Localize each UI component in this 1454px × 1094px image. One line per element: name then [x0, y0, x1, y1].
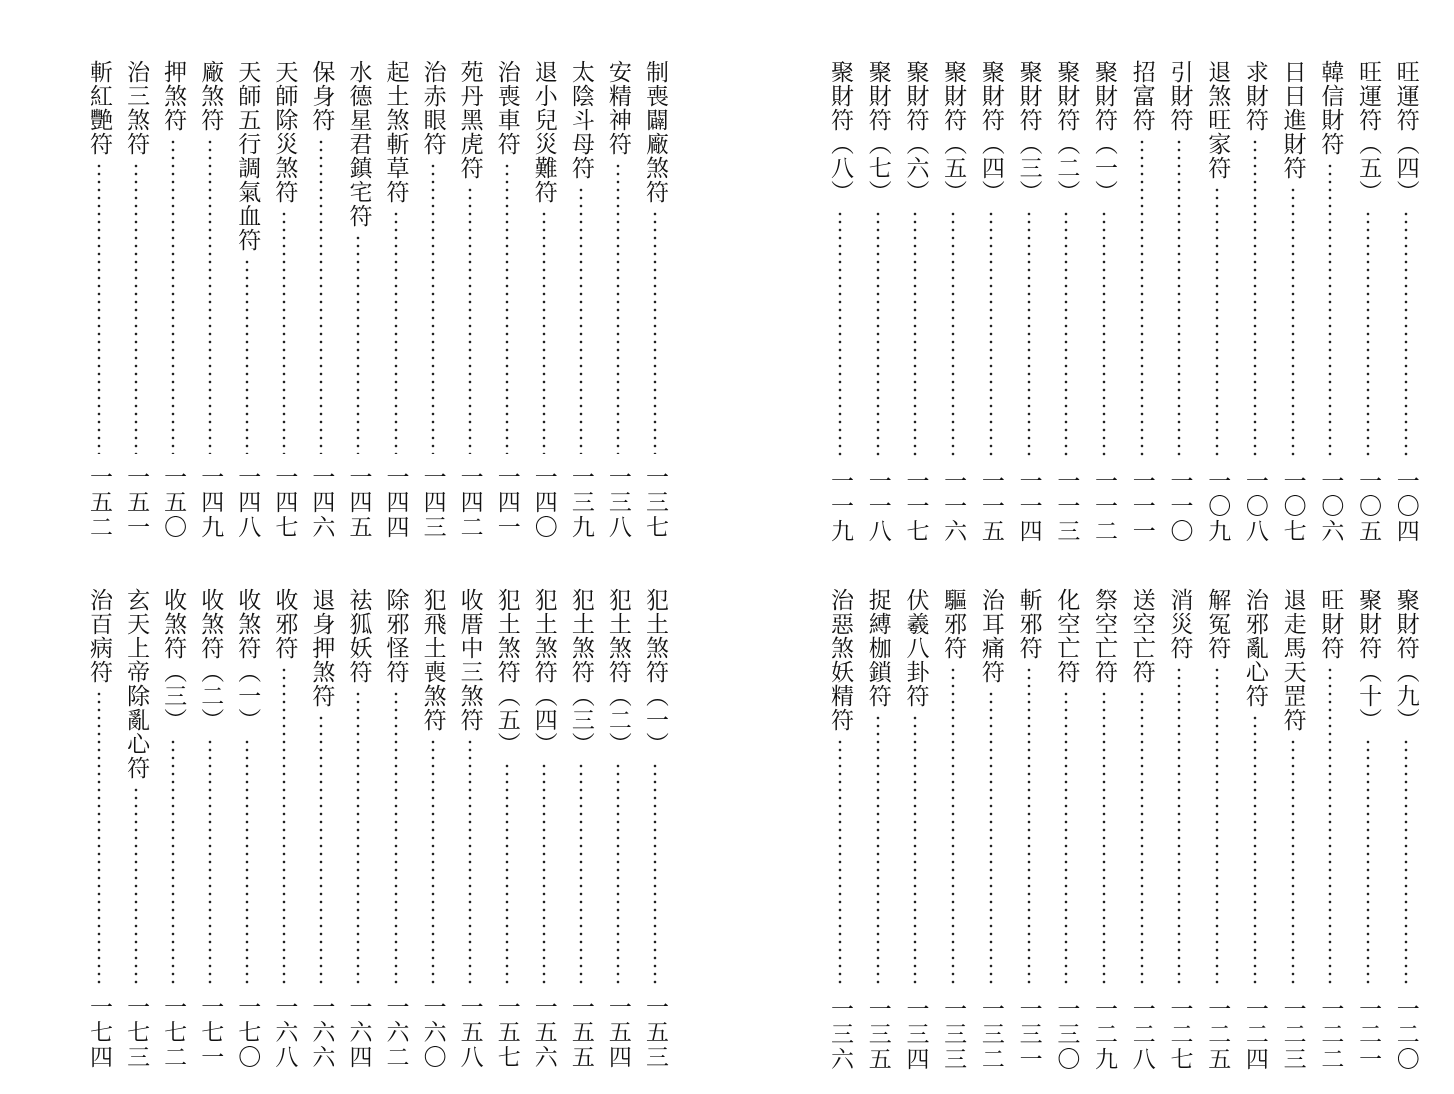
entry-title: 聚財符（九） — [1392, 588, 1419, 732]
entry-page-number: 一三四 — [902, 996, 929, 1072]
toc-entry — [379, 60, 413, 542]
dot-leader — [1253, 714, 1257, 986]
entry-title: 退煞旺家符 — [1204, 60, 1231, 180]
toc-entry — [82, 588, 116, 1072]
entry-title: 廠煞符 — [197, 60, 224, 132]
entry-title: 斬紅艷符 — [86, 60, 112, 156]
toc-entry — [974, 60, 1008, 546]
toc-entry — [193, 588, 227, 1072]
toc-entry — [193, 60, 227, 542]
entry-title: 收煞符（一） — [234, 588, 261, 732]
entry-title: 聚財符（四） — [977, 60, 1004, 204]
dot-leader — [394, 690, 398, 984]
toc-entry — [267, 60, 301, 542]
toc-entry — [1125, 588, 1159, 1074]
entry-title: 斬邪符 — [1015, 588, 1042, 660]
dot-leader — [468, 186, 472, 454]
entry-page-number: 一三九 — [567, 464, 594, 540]
toc-entry — [416, 60, 450, 542]
dot-leader — [282, 666, 286, 984]
dot-leader — [97, 162, 101, 454]
toc-entry — [119, 588, 153, 1072]
toc-entry — [527, 588, 561, 1072]
entry-page-number: 一四九 — [197, 464, 224, 540]
toc-entry — [936, 60, 970, 546]
entry-page-number: 一四三 — [419, 464, 446, 540]
entry-page-number: 一一〇 — [1166, 468, 1193, 544]
entry-title: 旺運符（四） — [1392, 60, 1419, 204]
entry-page-number: 一一五 — [977, 468, 1004, 544]
entry-page-number: 一五〇 — [160, 464, 187, 540]
entry-title: 退身押煞符 — [308, 588, 335, 708]
entry-page-number: 一三一 — [1015, 996, 1042, 1072]
entry-page-number: 一三七 — [641, 464, 668, 540]
dot-leader — [208, 738, 212, 984]
dot-leader — [1404, 738, 1408, 986]
toc-entry — [230, 588, 264, 1072]
entry-page-number: 一二四 — [1241, 996, 1268, 1072]
dot-leader — [989, 690, 993, 986]
toc-entry — [861, 588, 895, 1074]
dot-leader — [1140, 690, 1144, 986]
dot-leader — [616, 162, 620, 454]
toc-entry — [156, 60, 190, 542]
dot-leader — [653, 210, 657, 454]
toc-entry — [527, 60, 561, 542]
dot-leader — [394, 210, 398, 454]
dot-leader — [838, 738, 842, 986]
dot-leader — [1064, 210, 1068, 458]
entry-title: 治喪車符 — [493, 60, 520, 156]
entry-title: 治耳痛符 — [977, 588, 1004, 684]
entry-page-number: 一七〇 — [234, 994, 261, 1070]
entry-page-number: 一一六 — [940, 468, 967, 544]
toc-entry — [1162, 588, 1196, 1074]
entry-page-number: 一二三 — [1279, 996, 1306, 1072]
entry-page-number: 一五五 — [567, 994, 594, 1070]
toc-entry — [1276, 60, 1310, 546]
dot-leader — [542, 762, 546, 984]
entry-title: 聚財符（七） — [864, 60, 891, 204]
entry-page-number: 一五六 — [530, 994, 557, 1070]
entry-page-number: 一二二 — [1317, 996, 1344, 1072]
dot-leader — [505, 162, 509, 454]
toc-entry — [453, 588, 487, 1072]
entry-title: 犯土煞符（三） — [567, 588, 594, 756]
dot-leader — [208, 138, 212, 454]
entry-page-number: 一五三 — [641, 994, 668, 1070]
toc-entry — [974, 588, 1008, 1074]
dot-leader — [319, 714, 323, 984]
dot-leader — [134, 162, 138, 454]
entry-title: 求財符 — [1241, 60, 1268, 132]
toc-entry — [564, 60, 598, 542]
entry-title: 旺財符 — [1317, 588, 1344, 660]
entry-title: 治百病符 — [86, 588, 112, 684]
entry-title: 解冤符 — [1204, 588, 1231, 660]
entry-page-number: 一四〇 — [530, 464, 557, 540]
entry-page-number: 一〇四 — [1392, 468, 1419, 544]
dot-leader — [876, 210, 880, 458]
entry-page-number: 一五四 — [604, 994, 631, 1070]
entry-title: 犯土煞符（一） — [641, 588, 668, 756]
dot-leader — [245, 738, 249, 984]
dot-leader — [1027, 666, 1031, 986]
toc-entry — [1049, 60, 1083, 546]
toc-entry — [898, 588, 932, 1074]
entry-title: 退走馬天罡符 — [1279, 588, 1306, 732]
entry-page-number: 一〇六 — [1317, 468, 1344, 544]
entry-page-number: 一四八 — [234, 464, 261, 540]
entry-page-number: 一七三 — [123, 994, 150, 1070]
entry-title: 聚財符（六） — [902, 60, 929, 204]
toc-entry — [453, 60, 487, 542]
toc-entry — [267, 588, 301, 1072]
entry-title: 旺運符（五） — [1355, 60, 1382, 204]
toc-entry — [936, 588, 970, 1074]
entry-title: 韓信財符 — [1317, 60, 1344, 156]
entry-page-number: 一四一 — [493, 464, 520, 540]
toc-entry — [898, 60, 932, 546]
entry-title: 聚財符（八） — [827, 60, 853, 204]
entry-title: 天師除災煞符 — [271, 60, 298, 204]
toc-entry — [1313, 588, 1347, 1074]
dot-leader — [1102, 210, 1106, 458]
dot-leader — [838, 210, 842, 458]
toc-block-left-top — [82, 60, 672, 542]
entry-title: 聚財符（二） — [1053, 60, 1080, 204]
dot-leader — [913, 210, 917, 458]
dot-leader — [1215, 186, 1219, 458]
toc-entries — [823, 60, 1423, 546]
toc-entry — [341, 588, 375, 1072]
dot-leader — [1404, 210, 1408, 458]
entry-title: 聚財符（五） — [940, 60, 967, 204]
entry-title: 天師五行調氣血符 — [234, 60, 261, 252]
entry-title: 治邪亂心符 — [1241, 588, 1268, 708]
entry-title: 治三煞符 — [123, 60, 150, 156]
right-page — [727, 0, 1454, 1094]
toc-entry — [823, 60, 857, 546]
entry-page-number: 一三六 — [827, 996, 853, 1072]
entry-title: 祛狐妖符 — [345, 588, 372, 684]
dot-leader — [1177, 138, 1181, 458]
toc-entry — [1313, 60, 1347, 546]
entry-page-number: 一二七 — [1166, 996, 1193, 1072]
entry-title: 保身符 — [308, 60, 335, 132]
dot-leader — [542, 210, 546, 454]
toc-block-right-bottom — [823, 588, 1423, 1074]
entry-page-number: 一六六 — [308, 994, 335, 1070]
dot-leader — [876, 714, 880, 986]
toc-entry — [861, 60, 895, 546]
entry-page-number: 一四六 — [308, 464, 335, 540]
dot-leader — [245, 258, 249, 454]
toc-entries — [82, 588, 672, 1072]
entry-page-number: 一四五 — [345, 464, 372, 540]
entry-page-number: 一五二 — [86, 464, 112, 540]
dot-leader — [1328, 162, 1332, 458]
toc-entry — [1162, 60, 1196, 546]
toc-entry — [601, 588, 635, 1072]
entry-page-number: 一二〇 — [1392, 996, 1419, 1072]
toc-entry — [1087, 60, 1121, 546]
entry-page-number: 一四七 — [271, 464, 298, 540]
entry-page-number: 一六四 — [345, 994, 372, 1070]
entry-page-number: 一一二 — [1091, 468, 1118, 544]
entry-page-number: 一七四 — [86, 994, 112, 1070]
entry-page-number: 一〇九 — [1204, 468, 1231, 544]
dot-leader — [134, 786, 138, 984]
toc-entry — [304, 588, 338, 1072]
toc-entry — [490, 588, 524, 1072]
toc-entry — [1087, 588, 1121, 1074]
dot-leader — [951, 666, 955, 986]
dot-leader — [505, 762, 509, 984]
toc-entry — [1238, 60, 1272, 546]
toc-entry — [1012, 588, 1046, 1074]
entry-page-number: 一六八 — [271, 994, 298, 1070]
entry-page-number: 一二八 — [1128, 996, 1155, 1072]
toc-entry — [1351, 588, 1385, 1074]
entry-title: 起土煞斬草符 — [382, 60, 409, 204]
dot-leader — [1177, 666, 1181, 986]
dot-leader — [913, 714, 917, 986]
entry-page-number: 一七二 — [160, 994, 187, 1070]
entry-page-number: 一一八 — [864, 468, 891, 544]
entry-title: 引財符 — [1166, 60, 1193, 132]
dot-leader — [951, 210, 955, 458]
entry-page-number: 一一一 — [1128, 468, 1155, 544]
entry-page-number: 一〇八 — [1241, 468, 1268, 544]
entry-page-number: 一一九 — [827, 468, 853, 544]
entry-page-number: 一三二 — [977, 996, 1004, 1072]
entry-page-number: 一五一 — [123, 464, 150, 540]
toc-entry — [1238, 588, 1272, 1074]
toc-entry — [1012, 60, 1046, 546]
entry-title: 水德星君鎮宅符 — [345, 60, 372, 228]
dot-leader — [1328, 666, 1332, 986]
dot-leader — [1102, 690, 1106, 986]
entry-title: 犯土煞符（五） — [493, 588, 520, 756]
dot-leader — [1291, 738, 1295, 986]
entry-title: 祭空亡符 — [1091, 588, 1118, 684]
entry-page-number: 一四四 — [382, 464, 409, 540]
toc-entry — [379, 588, 413, 1072]
entry-title: 除邪怪符 — [382, 588, 409, 684]
entry-page-number: 一一三 — [1053, 468, 1080, 544]
toc-entry — [638, 60, 672, 542]
entry-title: 日日進財符 — [1279, 60, 1306, 180]
dot-leader — [431, 738, 435, 984]
dot-leader — [356, 234, 360, 454]
toc-entry — [1389, 588, 1423, 1074]
toc-entry — [1049, 588, 1083, 1074]
entry-page-number: 一一四 — [1015, 468, 1042, 544]
dot-leader — [171, 738, 175, 984]
dot-leader — [319, 138, 323, 454]
entry-title: 招富符 — [1128, 60, 1155, 132]
entry-title: 玄天上帝除亂心符 — [123, 588, 150, 780]
dot-leader — [579, 762, 583, 984]
dot-leader — [1027, 210, 1031, 458]
toc-entry — [341, 60, 375, 542]
entry-title: 太陰斗母符 — [567, 60, 594, 180]
toc-entry — [490, 60, 524, 542]
entry-title: 押煞符 — [160, 60, 187, 132]
toc-entry — [304, 60, 338, 542]
toc-entry — [1351, 60, 1385, 546]
entry-page-number: 一三八 — [604, 464, 631, 540]
toc-entry — [1125, 60, 1159, 546]
dot-leader — [468, 738, 472, 984]
entry-title: 收煞符（二） — [197, 588, 224, 732]
entry-page-number: 一〇五 — [1355, 468, 1382, 544]
entry-title: 捉縛枷鎖符 — [864, 588, 891, 708]
toc-entry — [1200, 588, 1234, 1074]
entry-title: 收煞符（三） — [160, 588, 187, 732]
entry-page-number: 一五八 — [456, 994, 483, 1070]
entry-title: 苑丹黑虎符 — [456, 60, 483, 180]
toc-entry — [601, 60, 635, 542]
toc-entry — [119, 60, 153, 542]
toc-entry — [416, 588, 450, 1072]
toc-entries — [823, 588, 1423, 1074]
entry-title: 驅邪符 — [940, 588, 967, 660]
dot-leader — [1215, 666, 1219, 986]
dot-leader — [356, 690, 360, 984]
dot-leader — [1366, 210, 1370, 458]
entry-title: 聚財符（一） — [1091, 60, 1118, 204]
entry-page-number: 一三五 — [864, 996, 891, 1072]
entry-page-number: 一六二 — [382, 994, 409, 1070]
dot-leader — [1366, 738, 1370, 986]
entry-title: 治惡煞妖精符 — [827, 588, 853, 732]
entry-page-number: 一三三 — [940, 996, 967, 1072]
entry-title: 收厝中三煞符 — [456, 588, 483, 732]
entry-page-number: 一五七 — [493, 994, 520, 1070]
dot-leader — [653, 762, 657, 984]
toc-entry — [1200, 60, 1234, 546]
entry-page-number: 一四二 — [456, 464, 483, 540]
toc-entry — [823, 588, 857, 1074]
entry-page-number: 一二五 — [1204, 996, 1231, 1072]
toc-entry — [638, 588, 672, 1072]
entry-page-number: 一二一 — [1355, 996, 1382, 1072]
entry-page-number: 一三〇 — [1053, 996, 1080, 1072]
dot-leader — [1140, 138, 1144, 458]
entry-title: 送空亡符 — [1128, 588, 1155, 684]
entry-page-number: 一六〇 — [419, 994, 446, 1070]
toc-entry — [156, 588, 190, 1072]
dot-leader — [431, 162, 435, 454]
entry-title: 犯飛土喪煞符 — [419, 588, 446, 732]
dot-leader — [171, 138, 175, 454]
entry-title: 退小兒災難符 — [530, 60, 557, 204]
dot-leader — [579, 186, 583, 454]
entry-title: 伏羲八卦符 — [902, 588, 929, 708]
entry-title: 消災符 — [1166, 588, 1193, 660]
entry-page-number: 一七一 — [197, 994, 224, 1070]
toc-entry — [564, 588, 598, 1072]
entry-title: 聚財符（十） — [1355, 588, 1382, 732]
entry-title: 收邪符 — [271, 588, 298, 660]
toc-block-right-top — [823, 60, 1423, 546]
entry-page-number: 一一七 — [902, 468, 929, 544]
dot-leader — [616, 762, 620, 984]
dot-leader — [97, 690, 101, 984]
entry-title: 犯土煞符（四） — [530, 588, 557, 756]
entry-title: 治赤眼符 — [419, 60, 446, 156]
entry-title: 安精神符 — [604, 60, 631, 156]
dot-leader — [989, 210, 993, 458]
entry-title: 犯土煞符（二） — [604, 588, 631, 756]
dot-leader — [1253, 138, 1257, 458]
toc-block-left-bottom — [82, 588, 672, 1072]
entry-title: 聚財符（三） — [1015, 60, 1042, 204]
toc-entry — [1276, 588, 1310, 1074]
dot-leader — [1064, 690, 1068, 986]
toc-entry — [230, 60, 264, 542]
dot-leader — [1291, 186, 1295, 458]
entry-title: 制喪闢廠煞符 — [641, 60, 668, 204]
dot-leader — [282, 210, 286, 454]
toc-entries — [82, 60, 672, 542]
entry-title: 化空亡符 — [1053, 588, 1080, 684]
toc-entry — [82, 60, 116, 542]
toc-entry — [1389, 60, 1423, 546]
entry-page-number: 一二九 — [1091, 996, 1118, 1072]
entry-page-number: 一〇七 — [1279, 468, 1306, 544]
